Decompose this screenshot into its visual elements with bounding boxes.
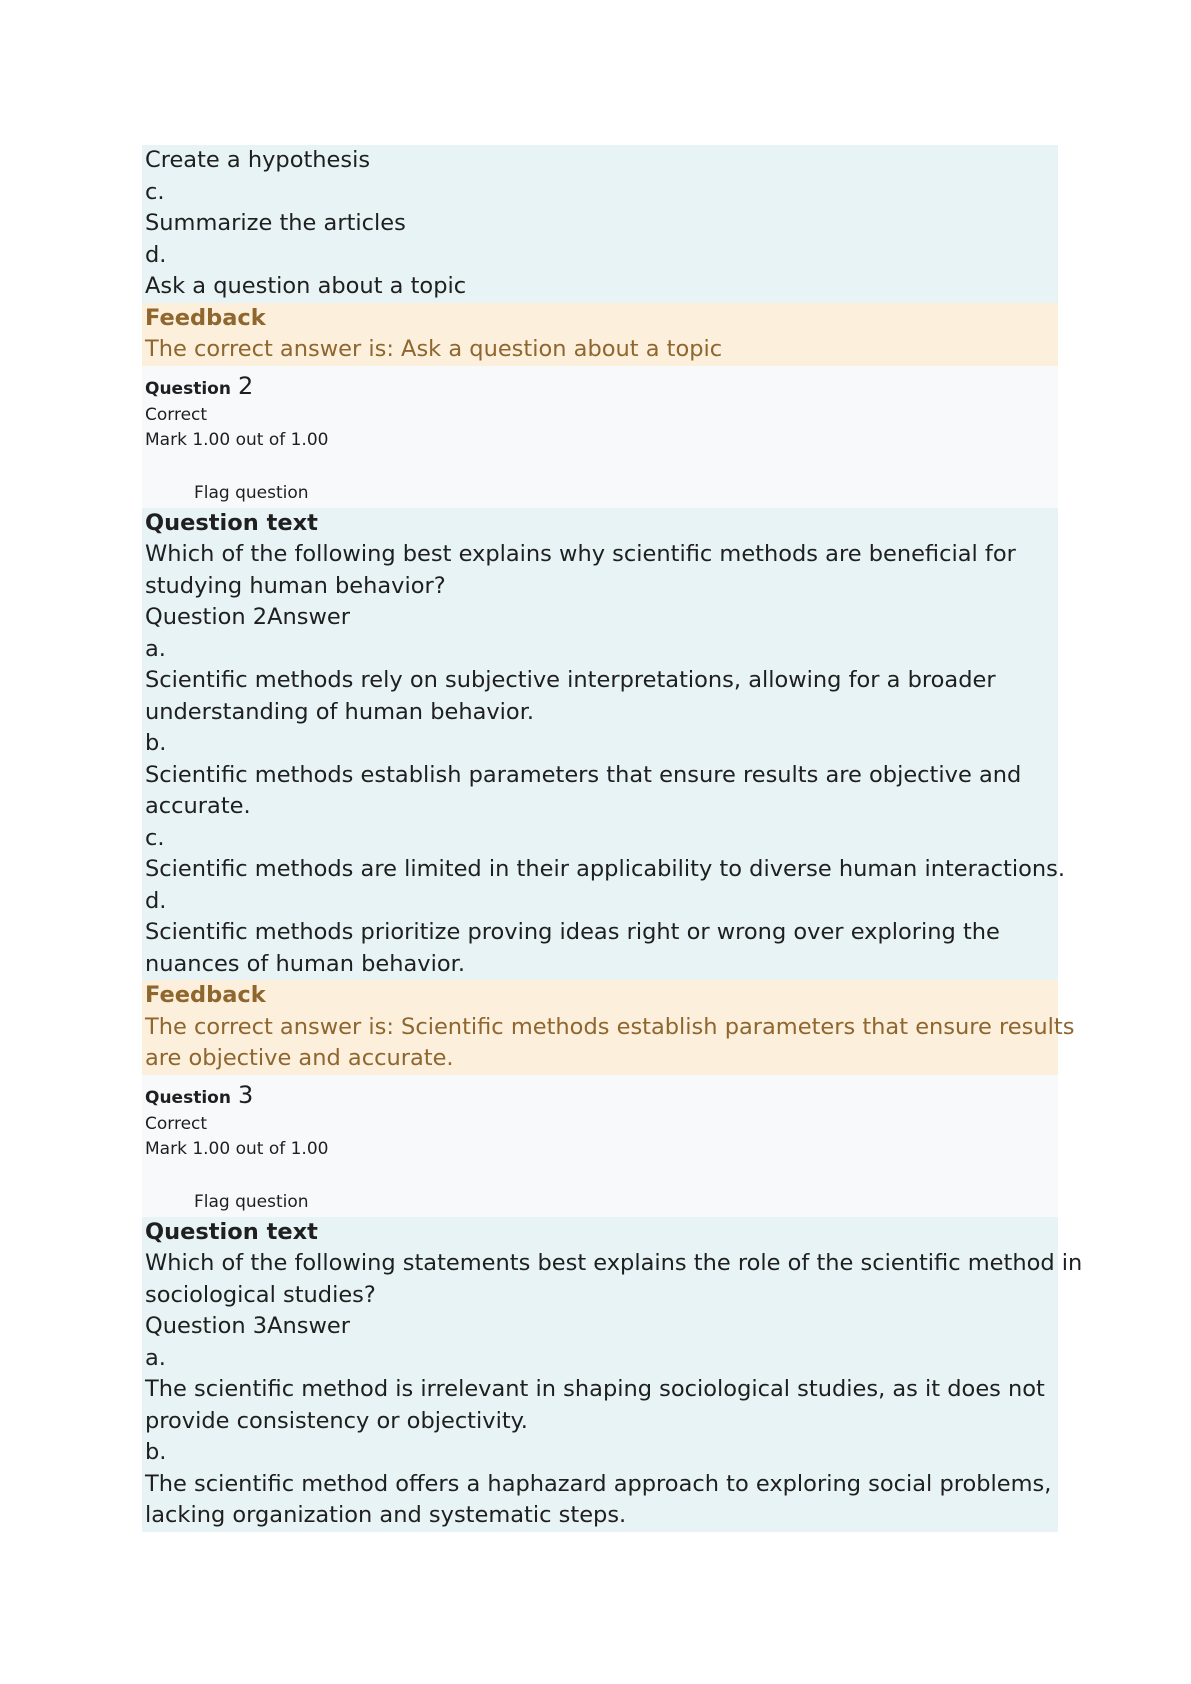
question-number-value: 2 [238,371,254,400]
option-c-text: Summarize the articles [145,210,406,236]
question-text-line-2: studying human behavior? [145,572,446,599]
question-number-value: 3 [238,1080,254,1109]
option-c-letter: c. [145,178,165,205]
option-d-text: Ask a question about a topic [145,273,467,299]
option-b-letter: b. [145,1439,167,1465]
question-text-line-1: Which of the following statements best explains the role of the scientific method in [145,1250,1083,1276]
question-label: Question [145,1087,231,1108]
option-c-letter: c. [145,824,165,851]
question-status: Correct [145,404,208,425]
feedback-text: The correct answer is: Ask a question about a topic [145,336,723,362]
question-mark: Mark 1.00 out of 1.00 [145,429,329,450]
answer-label: Question 3Answer [145,1313,350,1339]
question-text-heading: Question text [145,509,318,536]
question-text-heading: Question text [145,1218,318,1245]
option-d-line-1: Scientific methods prioritize proving ideas right or wrong over exploring the [145,919,1000,945]
question-1-feedback [142,303,1058,366]
answer-label: Question 2Answer [145,604,350,630]
question-2-feedback [142,980,1075,1075]
flag-question-link[interactable]: Flag question [194,1191,309,1212]
question-number [142,1078,1058,1112]
option-a-line-1: The scientific method is irrelevant in shaping sociological studies, as it does not [145,1376,1045,1402]
option-d-line-2: nuances of human behavior. [145,950,465,977]
option-b-line-2: lacking organization and systematic steps. [145,1502,627,1528]
option-a-line-2: provide consistency or objectivity. [145,1407,528,1434]
question-3-info [142,1075,1058,1217]
question-number [142,369,1058,403]
question-3-body [142,1217,1083,1532]
question-2-body [142,508,1066,981]
question-text-line-2: sociological studies? [145,1281,376,1308]
question-mark: Mark 1.00 out of 1.00 [145,1138,329,1159]
option-b-line-2: accurate. [145,793,251,819]
question-status: Correct [145,1113,208,1134]
flag-question-link[interactable]: Flag question [194,482,309,503]
question-text-line-1: Which of the following best explains why scientific methods are beneficial for [145,541,1016,567]
option-a-line-2: understanding of human behavior. [145,698,535,725]
option-b-text: Create a hypothesis [145,147,371,173]
option-d-letter: d. [145,241,167,268]
option-a-line-1: Scientific methods rely on subjective interpretations, allowing for a broader [145,667,996,693]
question-2-info [142,366,1058,508]
feedback-heading: Feedback [145,982,266,1008]
feedback-line-1: The correct answer is: Scientific methods establish parameters that ensure results [145,1013,1075,1040]
question-label: Question [145,378,231,399]
quiz-review-page [142,145,1083,1532]
option-d-letter: d. [145,887,167,914]
option-a-letter: a. [145,1344,166,1371]
option-b-line-1: Scientific methods establish parameters that ensure results are objective and [145,761,1022,788]
option-a-letter: a. [145,635,166,662]
option-b-line-1: The scientific method offers a haphazard approach to exploring social problems, [145,1470,1052,1497]
option-b-letter: b. [145,730,167,756]
feedback-line-2: are objective and accurate. [145,1045,454,1071]
feedback-heading: Feedback [145,304,266,331]
question-1-answers [142,145,1058,303]
option-c-line-1: Scientific methods are limited in their applicability to diverse human interactions. [145,856,1066,882]
